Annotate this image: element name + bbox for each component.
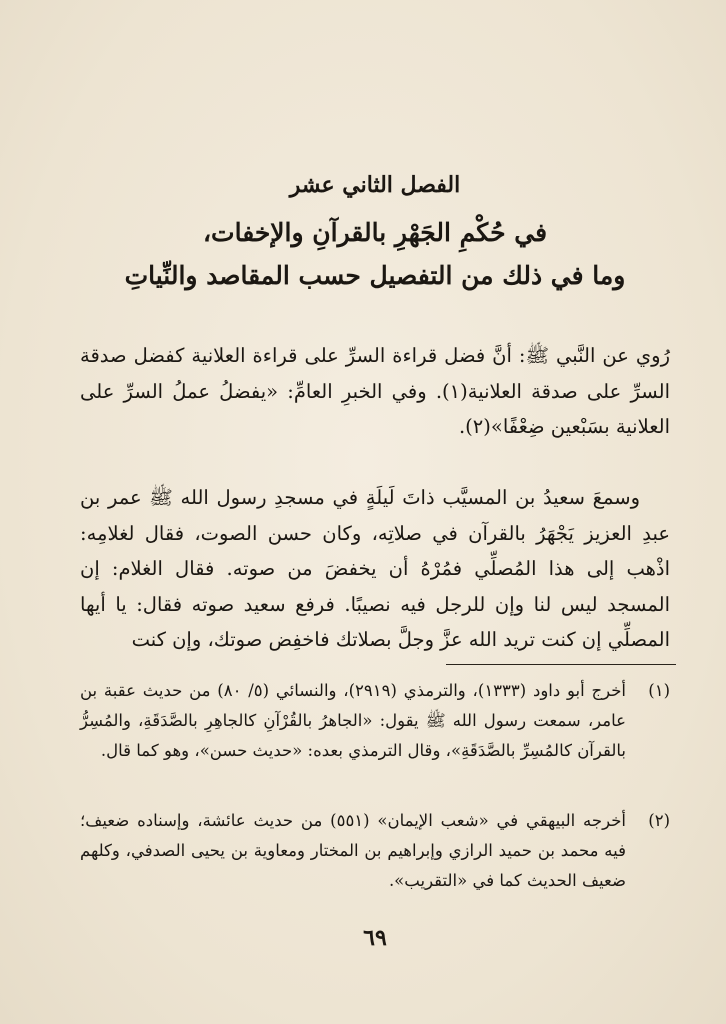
chapter-number-title: الفصل الثاني عشر [289, 172, 461, 198]
footnote-divider [446, 664, 676, 665]
page-number: ٦٩ [363, 925, 387, 951]
footnote-2-text: أخرجه البيهقي في «شعب الإيمان» (٥٥١) من حديث عائشة، وإسناده ضعيف؛ فيه محمد بن حميد الرازي وإبراهيم بن المختار ومعاوية بن يحيى الصدفي، وكلهم ضعيف الحديث كما في «التقريب». [80, 811, 626, 890]
chapter-title-line-1: في حُكْمِ الجَهْرِ بالقرآنِ والإخفات، [202, 218, 548, 247]
body-paragraph-1: رُوي عن النَّبي ﷺ: أنَّ فضل قراءة السرِّ على قراءة العلانية كفضل صدقة السرِّ على صدقة العلانية(١). وفي الخبرِ العامِّ: «يفضلُ عملُ السرِّ على العلانية بسَبْعين ضِعْفًا»(٢). [80, 344, 670, 438]
footnote-1-text: أخرج أبو داود (١٣٣٣)، والترمذي (٢٩١٩)، والنسائي (٥/ ٨٠) من حديث عقبة بن عامر، سمعت رسول الله ﷺ يقول: «الجاهرُ بالقُرْآنِ كالجاهِرِ بالصَّدَقَةِ، والمُسِرُّ بالقرآن كالمُسِرِّ بالصَّدَقَةِ»، وقال الترمذي بعده: «حديث حسن»، وهو كما قال. [80, 681, 626, 760]
body-paragraph-2: وسمعَ سعيدُ بن المسيَّب ذاتَ لَيلَةٍ في مسجدِ رسول الله ﷺ عمر بن عبدِ العزيز يَجْهَرُ بالقرآن في صلاتِه، وكان حسن الصوت، فقال لغلامِه: اذْهب إلى هذا المُصلِّي فمُرْهُ أن يخفضَ من صوته. فقال الغلام: إن المسجد ليس لنا وإن للرجل فيه نصيبًا. فرفع سعيد صوته فقال: يا أيها المصلِّي إن كنت تريد الله عزَّ وجلَّ بصلاتك فاخفِض صوتك، وإن كنت [80, 486, 670, 651]
footnote-2 [80, 806, 670, 896]
footnote-1 [80, 676, 670, 766]
footnote-2-number: (٢) [648, 811, 670, 830]
chapter-title-line-2: وما في ذلك من التفصيل حسب المقاصد والنِّياتِ [124, 261, 626, 290]
footnote-1-number: (١) [648, 681, 670, 700]
